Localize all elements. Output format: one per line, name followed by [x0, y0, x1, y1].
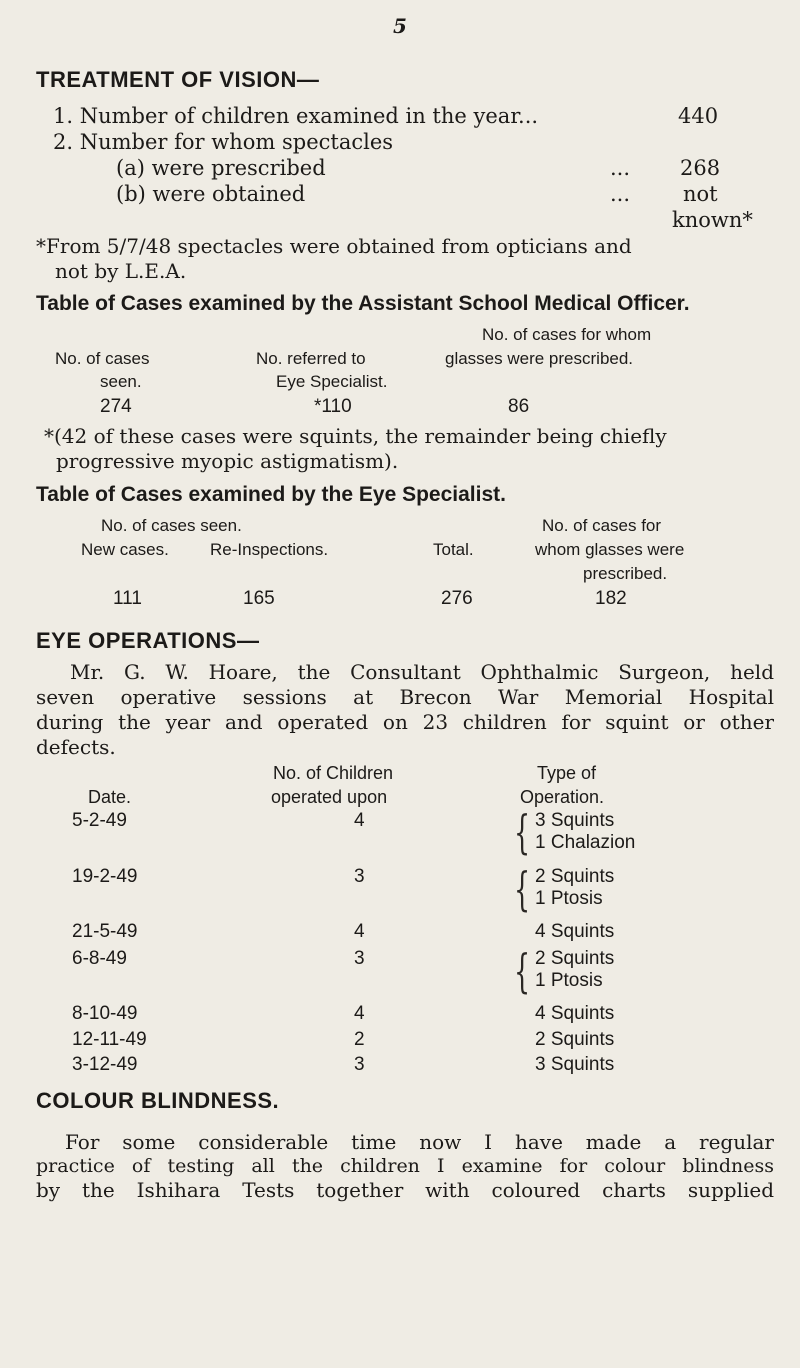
ops-row-date: 12-11-49: [72, 1029, 147, 1050]
operations-para-line-4: defects.: [36, 735, 116, 759]
ops-row-count: 3: [354, 866, 365, 887]
ops-row-date: 8-10-49: [72, 1003, 138, 1024]
eye-header-glasses-line-1: No. of cases for: [542, 516, 662, 535]
asmo-col3-header-line-1: glasses were prescribed.: [445, 349, 634, 368]
eye-header-new: New cases.: [81, 540, 169, 559]
asmo-value-seen: 274: [100, 396, 132, 417]
vision-item-2a-value: 268: [680, 156, 721, 180]
eye-table-title: Table of Cases examined by the Eye Specialist.: [36, 483, 506, 506]
asmo-note-line-2: progressive myopic astigmatism).: [56, 449, 399, 473]
vision-item-1-value: 440: [678, 104, 719, 128]
vision-item-1-label: 1. Number of children examined in the year...: [53, 104, 539, 128]
ops-row-type: 1 Chalazion: [535, 832, 636, 853]
operations-para-line-2: seven operative sessions at Brecon War Memorial Hospital: [36, 685, 774, 709]
eye-header-glasses-line-2: whom glasses were: [535, 540, 685, 559]
ops-row-type: 1 Ptosis: [535, 888, 603, 909]
vision-item-2b-value-2: known*: [672, 208, 753, 232]
vision-item-2b-label: (b) were obtained: [116, 182, 306, 206]
operations-heading: EYE OPERATIONS—: [36, 628, 260, 653]
asmo-note-line-1: *(42 of these cases were squints, the remainder being chiefly: [44, 424, 667, 448]
asmo-col1-header-line-1: No. of cases: [55, 349, 150, 368]
ops-row-date: 19-2-49: [72, 866, 138, 887]
vision-footnote-line-2: not by L.E.A.: [55, 259, 187, 283]
vision-item-2b-value: not: [683, 182, 718, 206]
operations-para-line-1: Mr. G. W. Hoare, the Consultant Ophthalmic Surgeon, held: [70, 660, 774, 684]
vision-item-2-label: 2. Number for whom spectacles: [53, 130, 394, 154]
ops-row-type: 2 Squints: [535, 866, 615, 887]
ops-row-type: 3 Squints: [535, 810, 615, 831]
ops-header-children-line-2: operated upon: [271, 787, 388, 807]
eye-header-glasses-line-3: prescribed.: [583, 564, 668, 583]
vision-footnote-line-1: *From 5/7/48 spectacles were obtained from opticians and: [36, 234, 632, 258]
ops-row-type: 2 Squints: [535, 1029, 615, 1050]
brace-icon: {: [514, 944, 531, 998]
ops-row-count: 3: [354, 1054, 365, 1075]
ops-row-type: 4 Squints: [535, 921, 615, 942]
vision-item-2a-dots: ...: [610, 156, 631, 180]
page-number: 5: [393, 14, 407, 38]
eye-value-reinspect: 165: [243, 588, 275, 609]
asmo-col1-header-line-2: seen.: [100, 372, 142, 391]
eye-value-glasses: 182: [595, 588, 627, 609]
colour-para-line-3: by the Ishihara Tests together with coloured charts supplied: [36, 1178, 774, 1202]
eye-header-reinspect: Re-Inspections.: [210, 540, 329, 559]
ops-row-date: 3-12-49: [72, 1054, 138, 1075]
ops-header-type-line-1: Type of: [537, 763, 597, 783]
vision-item-2a-label: (a) were prescribed: [116, 156, 326, 180]
asmo-value-referred: *110: [314, 396, 352, 417]
eye-value-total: 276: [441, 588, 473, 609]
ops-row-type: 1 Ptosis: [535, 970, 603, 991]
ops-header-date: Date.: [88, 787, 132, 807]
asmo-col2-header-line-1: No. referred to: [256, 349, 366, 368]
ops-header-children-line-1: No. of Children: [273, 763, 394, 783]
ops-row-count: 4: [354, 810, 365, 831]
ops-row-type: 3 Squints: [535, 1054, 615, 1075]
asmo-col2-header-line-2: Eye Specialist.: [276, 372, 388, 391]
vision-item-2b-dots: ...: [610, 182, 631, 206]
ops-row-type: 4 Squints: [535, 1003, 615, 1024]
ops-row-count: 2: [354, 1029, 365, 1050]
eye-value-new: 111: [113, 588, 142, 609]
asmo-table-title: Table of Cases examined by the Assistant School Medical Officer.: [36, 292, 690, 315]
vision-heading: TREATMENT OF VISION—: [36, 67, 320, 92]
asmo-col3-header-line-0: No. of cases for whom: [482, 325, 652, 344]
brace-icon: {: [514, 862, 531, 916]
asmo-value-prescribed: 86: [508, 396, 530, 417]
colour-para-line-1: For some considerable time now I have made a regular: [65, 1130, 774, 1154]
ops-row-type: 2 Squints: [535, 948, 615, 969]
ops-row-count: 4: [354, 1003, 365, 1024]
ops-row-date: 5-2-49: [72, 810, 127, 831]
ops-row-count: 3: [354, 948, 365, 969]
ops-header-type-line-2: Operation.: [520, 787, 605, 807]
ops-row-date: 6-8-49: [72, 948, 127, 969]
eye-header-total: Total.: [433, 540, 474, 559]
eye-header-seen-group: No. of cases seen.: [101, 516, 242, 535]
brace-icon: {: [514, 805, 531, 859]
colour-para-line-2: practice of testing all the children I examine for colour blindness: [36, 1155, 774, 1177]
operations-para-line-3: during the year and operated on 23 children for squint or other: [36, 710, 774, 734]
ops-row-count: 4: [354, 921, 365, 942]
colour-heading: COLOUR BLINDNESS.: [36, 1088, 280, 1113]
ops-row-date: 21-5-49: [72, 921, 138, 942]
